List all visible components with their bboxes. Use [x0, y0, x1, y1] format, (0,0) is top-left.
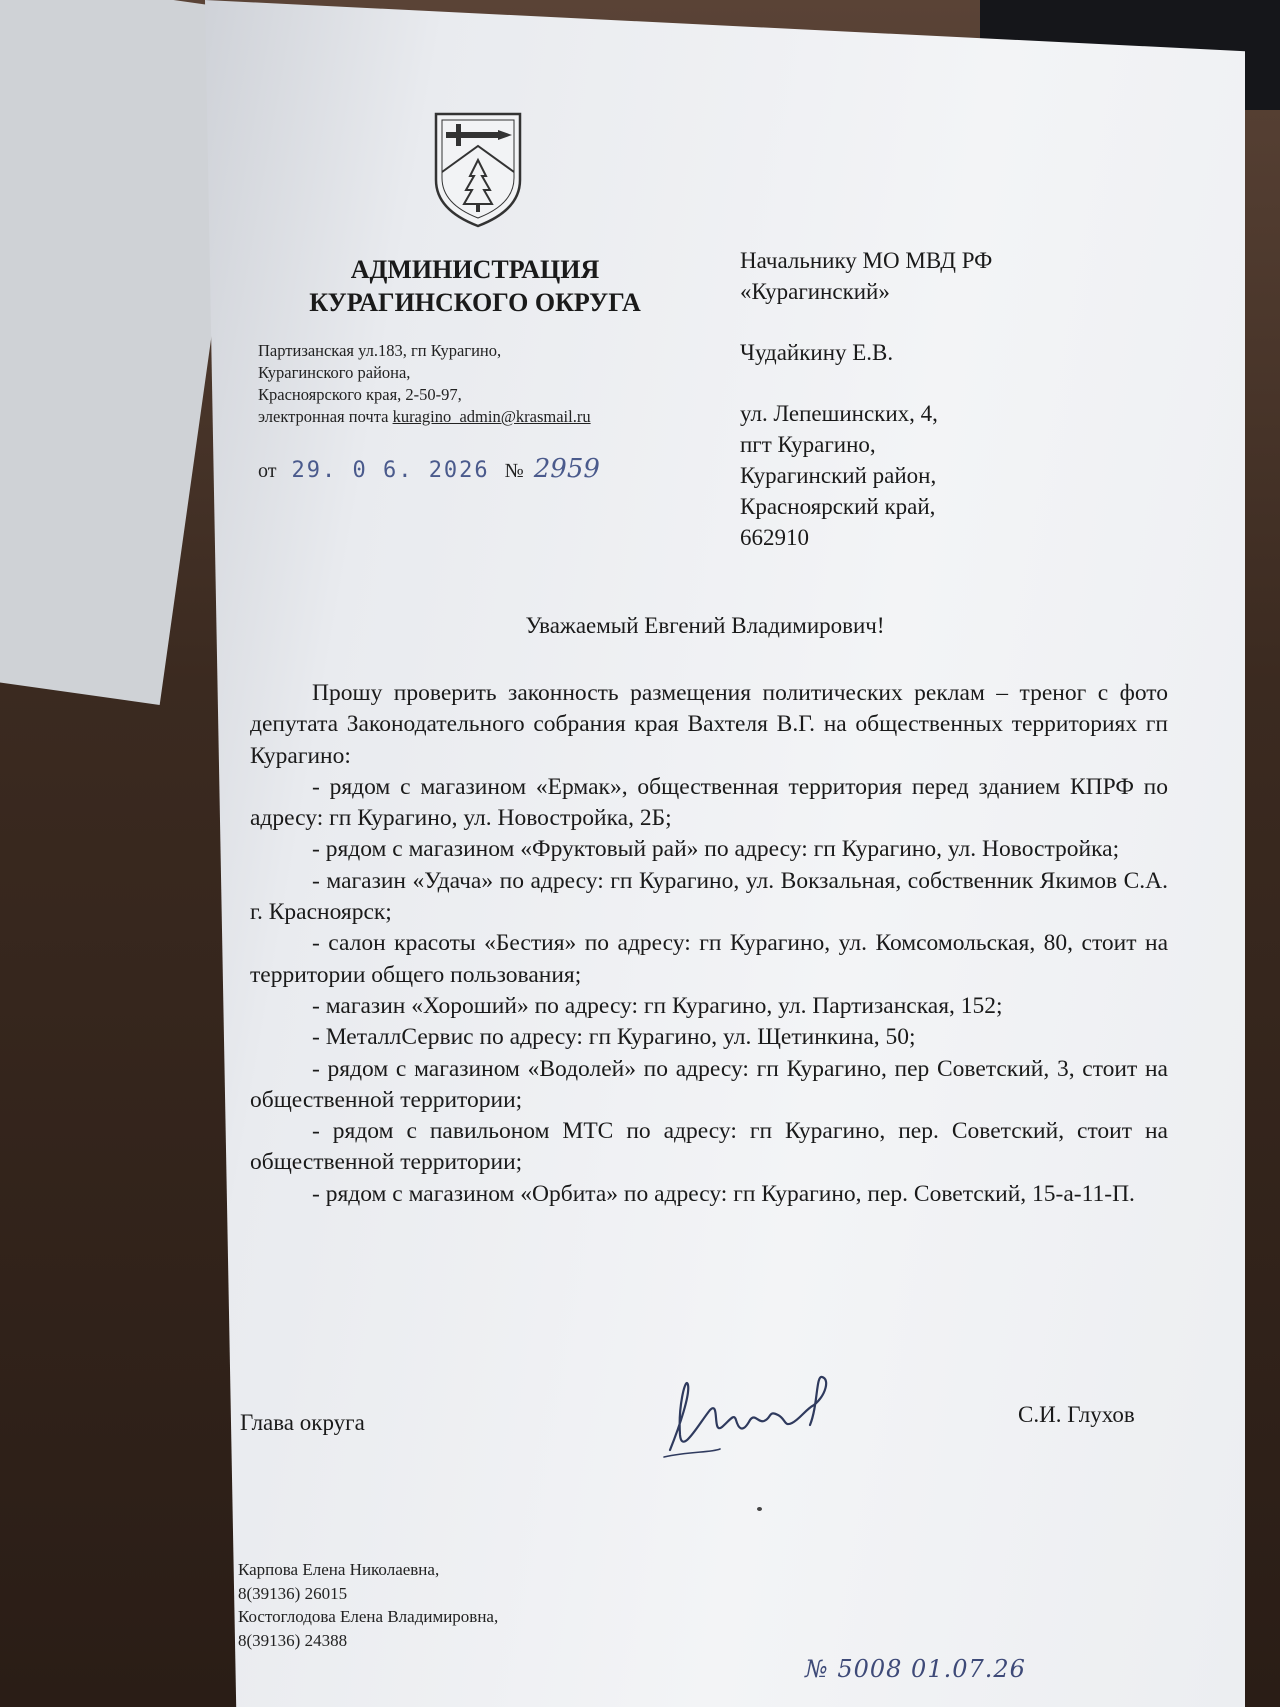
- list-item: - магазин «Удача» по адресу: гп Курагино, ул. Вокзальная, собственник Якимов С.А. г. Красноярск;: [250, 867, 1168, 926]
- incoming-registration-note: № 5008 01.07.26: [805, 1655, 1026, 1683]
- organization-title-line2: КУРАГИНСКОГО ОКРУГА: [309, 288, 641, 317]
- outgoing-number: 2959: [533, 454, 600, 484]
- organization-title: [270, 253, 680, 319]
- signatory-name: С.И. Глухов: [1018, 1402, 1135, 1427]
- email-label: электронная почта: [258, 407, 393, 426]
- handwritten-signature: [650, 1365, 860, 1475]
- email-address: kuragino_admin@krasmail.ru: [392, 407, 591, 426]
- list-item: - салон красоты «Бестия» по адресу: гп Курагино, ул. Комсомольская, 80, стоит на территории общего пользования;: [250, 930, 1168, 988]
- recipient-address-4: Красноярский край,: [740, 494, 936, 519]
- recipient-position-line1: Начальнику МО МВД РФ: [740, 248, 993, 273]
- organization-title-line1: АДМИНИСТРАЦИЯ: [350, 255, 600, 284]
- signatory-position: Глава округа: [240, 1410, 365, 1435]
- contact-line-4: 8(39136) 24388: [238, 1630, 348, 1650]
- email-line: [258, 406, 678, 428]
- letter-body: [250, 678, 1168, 1210]
- contact-line-1: Карпова Елена Николаевна,: [238, 1560, 440, 1579]
- number-prefix: №: [504, 460, 524, 482]
- ink-dot: [757, 1507, 762, 1511]
- recipient-position-line2: «Курагинский»: [740, 279, 890, 304]
- list-item: - рядом с магазином «Орбита» по адресу: гп Курагино, пер. Советский, 15-а-11-П.: [312, 1180, 1135, 1207]
- coat-of-arms-emblem: [432, 110, 524, 228]
- executor-contacts: [238, 1558, 498, 1652]
- contact-line-3: Костоглодова Елена Владимировна,: [238, 1607, 499, 1626]
- list-item: - МеталлСервис по адресу: гп Курагино, ул. Щетинкина, 50;: [312, 1024, 916, 1051]
- list-item: - рядом с павильоном МТС по адресу: гп Курагино, пер. Советский, стоит на общественной территории;: [250, 1118, 1168, 1176]
- organization-address: [258, 340, 678, 428]
- body-intro: Прошу проверить законность размещения политических реклам – треног с фото депутата Законодательного собрания края Вахтеля В.Г. на общественных территориях гп Курагино:: [250, 680, 1168, 769]
- salutation: Уважаемый Евгений Владимирович!: [525, 613, 885, 638]
- recipient-postal-code: 662910: [740, 525, 809, 550]
- date-number-line: [258, 454, 600, 484]
- contact-line-2: 8(39136) 26015: [238, 1583, 348, 1603]
- list-item: - рядом с магазином «Водолей» по адресу: гп Курагино, пер Советский, 3, стоит на общественной территории;: [250, 1055, 1168, 1113]
- date-stamp: 29. 0 6. 2026: [291, 458, 490, 483]
- address-line-3: Красноярского края, 2-50-97,: [258, 385, 462, 404]
- recipient-address-3: Курагинский район,: [740, 463, 937, 488]
- recipient-block: [740, 245, 1160, 553]
- recipient-address-2: пгт Курагино,: [740, 432, 876, 457]
- address-line-1: Партизанская ул.183, гп Курагино,: [258, 341, 502, 360]
- address-line-2: Курагинского района,: [258, 363, 411, 382]
- list-item: - магазин «Хороший» по адресу: гп Курагино, ул. Партизанская, 152;: [312, 992, 1003, 1019]
- recipient-name: Чудайкину Е.В.: [740, 340, 894, 365]
- list-item: - рядом с магазином «Фруктовый рай» по адресу: гп Курагино, ул. Новостройка;: [312, 836, 1120, 863]
- list-item: - рядом с магазином «Ермак», общественная территория перед зданием КПРФ по адресу: гп Курагино, ул. Новостройка, 2Б;: [250, 773, 1168, 832]
- recipient-address-1: ул. Лепешинских, 4,: [740, 401, 938, 426]
- date-prefix: от: [258, 460, 277, 482]
